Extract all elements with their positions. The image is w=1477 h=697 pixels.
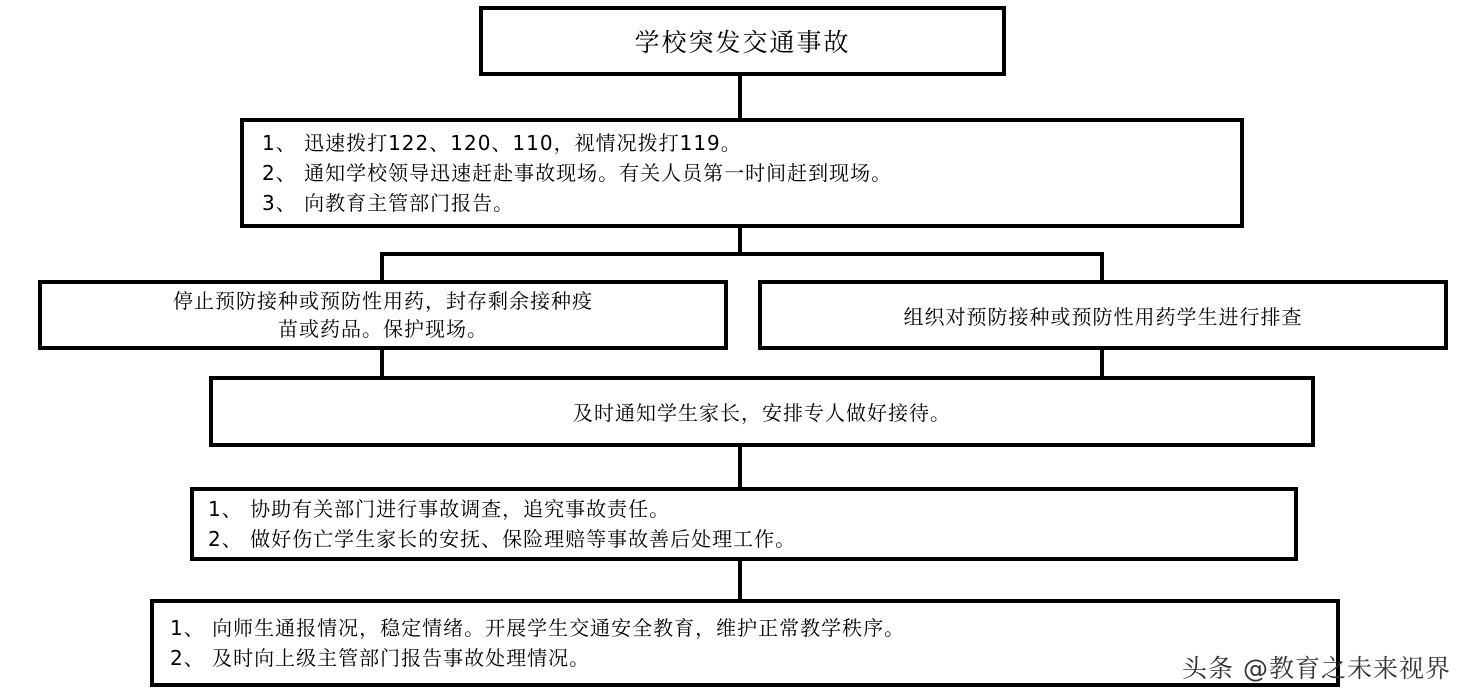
step4-line-1: 1、 协助有关部门进行事故调查，追究事故责任。 (208, 497, 671, 521)
connector-step4-step5 (738, 559, 742, 601)
connector-title-step1 (738, 74, 742, 120)
connector-left-step3 (380, 348, 384, 378)
title-text: 学校突发交通事故 (634, 28, 851, 57)
title-box (479, 6, 1006, 76)
branch-right-text: 组织对预防接种或预防性用药学生进行排查 (903, 304, 1303, 329)
step3-box (209, 376, 1315, 447)
step1-line-2: 2、 通知学校领导迅速赶赴事故现场。有关人员第一时间赶到现场。 (262, 161, 893, 185)
connector-split-left (380, 252, 384, 282)
step5-box (150, 599, 1340, 687)
branch-right-box (758, 280, 1448, 350)
connector-step3-step4 (738, 445, 742, 489)
connector-right-step3 (1100, 348, 1104, 378)
watermark-text: 头条 @教育之未来视界 (1182, 654, 1451, 683)
step5-line-1: 1、 向师生通报情况，稳定情绪。开展学生交通安全教育，维护正常教学秩序。 (170, 616, 906, 640)
branch-left-box (38, 280, 728, 350)
step4-box (190, 487, 1298, 561)
connector-step1-split (738, 226, 742, 254)
connector-split-right (1100, 252, 1104, 282)
connector-split-horizontal (380, 252, 1104, 256)
step1-box (240, 118, 1244, 228)
step3-text: 及时通知学生家长，安排专人做好接待。 (573, 401, 951, 425)
step1-line-3: 3、 向教育主管部门报告。 (262, 191, 515, 215)
branch-left-line-1: 停止预防接种或预防性用药，封存剩余接种疫 (173, 289, 593, 313)
step4-line-2: 2、 做好伤亡学生家长的安抚、保险理赔等事故善后处理工作。 (208, 527, 797, 551)
branch-left-line-2: 苗或药品。保护现场。 (278, 317, 488, 341)
step5-line-2: 2、 及时向上级主管部门报告事故处理情况。 (170, 646, 591, 670)
step1-line-1: 1、 迅速拨打122、120、110，视情况拨打119。 (262, 131, 742, 155)
